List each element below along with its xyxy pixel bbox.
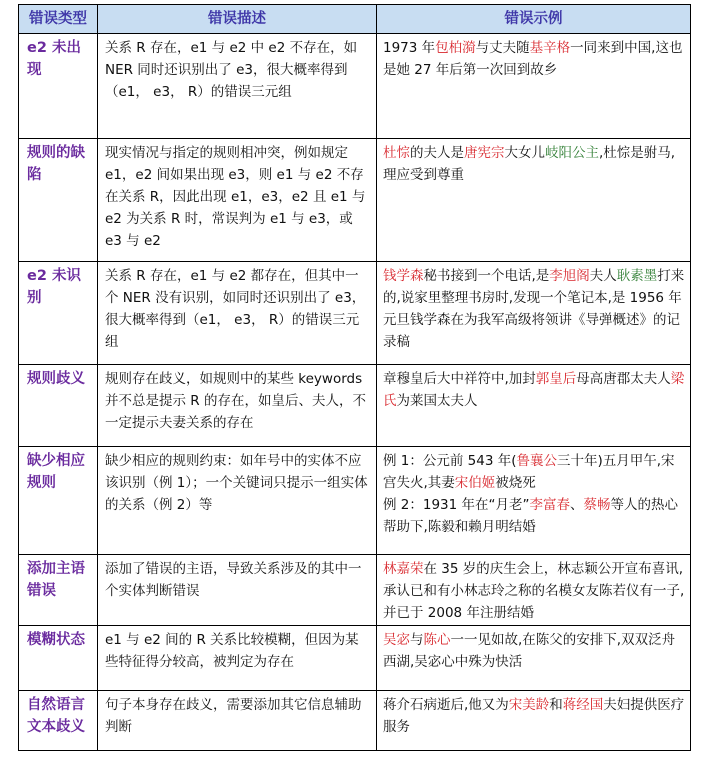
example-text: 在 35 岁的庆生会上，林志颖公开宣布喜讯,承认已和有小林志玲之称的名模女友陈若仪有一子,并已于 2008 年注册结婚 <box>383 561 685 621</box>
example-text: ,杜悰是驸马,理应受到尊重 <box>383 145 676 183</box>
entity-highlight: 耿素墨 <box>616 268 658 284</box>
example-text: 打来的,说家里整理书房时,发现一个笔记本,是 1956 年元旦钱学森在为我军高级将领讲《导弹概述》的记录稿 <box>383 268 685 350</box>
example-text: 夫人 <box>589 268 617 284</box>
error-description-cell: 添加了错误的主语，导致关系涉及的其中一个实体判断错误 <box>98 555 377 626</box>
error-description-cell: 规则存在歧义，如规则中的某些 keywords 并不总是提示 R 的存在，如皇后、夫人，不一定提示夫妻关系的存在 <box>98 365 377 447</box>
table-row <box>19 555 691 626</box>
entity-highlight: 梁氏 <box>383 371 685 409</box>
example-text: 母高唐郡太夫人 <box>576 371 671 387</box>
table-row <box>19 365 691 447</box>
header-error-description: 错误描述 <box>98 5 377 34</box>
error-type-cell: e2 未出现 <box>19 34 98 139</box>
entity-highlight: 岐阳公主 <box>545 145 599 161</box>
error-example-cell <box>377 365 691 447</box>
error-type-cell: 自然语言文本歧义 <box>19 691 98 751</box>
table-header-row <box>19 5 691 34</box>
error-description-cell: 现实情况与指定的规则相冲突，例如规定 e1，e2 间如果出现 e3，则 e1 与 e2 不存在关系 R，因此出现 e1，e3，e2 且 e1 与 e2 为关系 R 时，常误判为 e1 与 e3，或 e3 与 e2 <box>98 139 377 262</box>
entity-highlight: 包柏漪 <box>435 40 476 56</box>
error-description-cell: 关系 R 存在，e1 与 e2 中 e2 不存在，如 NER 同时还识别出了 e3，很大概率得到（e1， e3， R）的错误三元组 <box>98 34 377 139</box>
example-text: 秘书接到一个电话,是 <box>423 268 550 284</box>
entity-highlight: 郭皇后 <box>535 371 577 387</box>
error-type-cell: 规则歧义 <box>19 365 98 447</box>
example-text: 章穆皇后大中祥符中,加封 <box>383 371 536 387</box>
example-text: 、 <box>570 497 584 513</box>
example-text: 蒋介石病逝后,他又为 <box>383 697 509 713</box>
entity-highlight: 蒋经国 <box>562 697 604 713</box>
error-type-cell: e2 未识别 <box>19 262 98 365</box>
error-type-cell: 规则的缺陷 <box>19 139 98 262</box>
entity-highlight: 宋伯姬 <box>454 475 496 491</box>
error-example-cell <box>377 139 691 262</box>
entity-highlight: 鲁襄公 <box>516 453 557 469</box>
entity-highlight: 吴宓 <box>383 632 410 648</box>
example-text: 为莱国太夫人 <box>396 393 478 409</box>
error-description-cell: 缺少相应的规则约束：如年号中的实体不应该识别（例 1）；一个关键词只提示一组实体的关系（例 2）等 <box>98 447 377 555</box>
entity-highlight: 宋美龄 <box>508 697 550 713</box>
error-example-cell <box>377 626 691 691</box>
table-row <box>19 691 691 751</box>
example-text: 例 1：公元前 543 年( <box>383 453 517 469</box>
header-error-type: 错误类型 <box>19 5 98 34</box>
error-example-cell <box>377 262 691 365</box>
error-example-cell <box>377 691 691 751</box>
example-text: 与 <box>410 632 424 648</box>
error-type-cell: 添加主语错误 <box>19 555 98 626</box>
example-text: 1973 年 <box>383 40 436 56</box>
error-type-cell: 模糊状态 <box>19 626 98 691</box>
table-row <box>19 447 691 555</box>
example-text: 一同来到中国,这也是她 27 年后第一次回到故乡 <box>383 40 683 78</box>
example-text: 等人的热心帮助下,陈毅和赖月明结婚 <box>383 497 679 535</box>
example-text: 一一见如故,在陈父的安排下,双双泛舟西湖,吴宓心中殊为快活 <box>383 632 676 670</box>
table-row <box>19 626 691 691</box>
entity-highlight: 唐宪宗 <box>464 145 505 161</box>
entity-highlight: 蔡畅 <box>583 497 611 513</box>
example-text: 的夫人是 <box>410 145 464 161</box>
error-example-cell <box>377 447 691 555</box>
entity-highlight: 李富春 <box>529 497 571 513</box>
entity-highlight: 杜悰 <box>383 145 410 161</box>
error-example-cell <box>377 555 691 626</box>
entity-highlight: 钱学森 <box>383 268 424 284</box>
example-text: 夫妇提供医疗服务 <box>383 697 685 735</box>
table-row <box>19 262 691 365</box>
error-description-cell: e1 与 e2 间的 R 关系比较模糊，但因为某些特征得分较高，被判定为存在 <box>98 626 377 691</box>
error-example-cell <box>377 34 691 139</box>
error-type-cell: 缺少相应规则 <box>19 447 98 555</box>
error-analysis-table <box>18 4 691 751</box>
entity-highlight: 林嘉荣 <box>383 561 424 577</box>
example-text: 被烧死 <box>495 475 536 491</box>
error-description-cell: 句子本身存在歧义，需要添加其它信息辅助判断 <box>98 691 377 751</box>
example-text: 大女儿 <box>504 145 545 161</box>
error-description-cell: 关系 R 存在，e1 与 e2 都存在，但其中一个 NER 没有识别，如同时还识别出了 e3，很大概率得到（e1， e3， R）的错误三元组 <box>98 262 377 365</box>
example-text: 和 <box>549 697 563 713</box>
example-text: 例 2：1931 年在“月老” <box>383 497 530 513</box>
example-text: 三十年)五月甲午,宋宫失火,其妻 <box>383 453 675 491</box>
table-row <box>19 34 691 139</box>
table-row <box>19 139 691 262</box>
header-error-example: 错误示例 <box>377 5 691 34</box>
example-text: 与丈夫随 <box>475 40 530 56</box>
entity-highlight: 李旭阁 <box>549 268 590 284</box>
entity-highlight: 基辛格 <box>529 40 571 56</box>
entity-highlight: 陈心 <box>423 632 451 648</box>
